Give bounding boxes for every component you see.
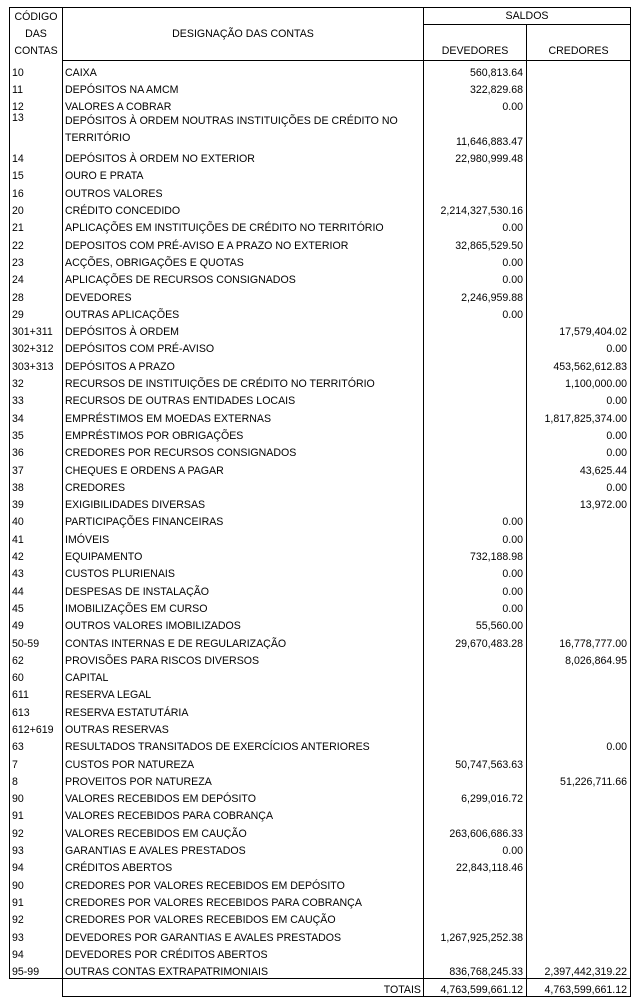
account-designation: VALORES RECEBIDOS PARA COBRANÇA <box>63 805 424 822</box>
account-code: 93 <box>10 926 63 943</box>
credit-balance <box>527 753 631 770</box>
debit-balance <box>424 909 527 926</box>
account-code: 28 <box>10 286 63 303</box>
account-designation: RESERVA ESTATUTÁRIA <box>63 701 424 718</box>
debit-balance <box>424 424 527 441</box>
table-row <box>10 61 631 79</box>
table-row <box>10 476 631 493</box>
table-row <box>10 182 631 199</box>
credit-balance <box>527 822 631 839</box>
debit-balance <box>424 736 527 753</box>
table-row <box>10 632 631 649</box>
account-designation: RESERVA LEGAL <box>63 684 424 701</box>
credit-balance: 17,579,404.02 <box>527 320 631 337</box>
table-row <box>10 113 631 148</box>
table-row <box>10 753 631 770</box>
table-row <box>10 943 631 960</box>
account-designation: DEPÓSITOS À ORDEM NOUTRAS INSTITUIÇÕES DE CRÉDITO NO TERRITÓRIO <box>63 113 424 148</box>
table-row <box>10 805 631 822</box>
account-code: 24 <box>10 269 63 286</box>
account-code: 91 <box>10 805 63 822</box>
debit-balance: 0.00 <box>424 251 527 268</box>
totals-label: TOTAIS <box>63 978 424 996</box>
debit-balance: 0.00 <box>424 217 527 234</box>
credit-balance: 0.00 <box>527 424 631 441</box>
debit-balance: 0.00 <box>424 839 527 856</box>
credit-column-header: CREDORES <box>527 25 631 61</box>
credit-balance: 1,100,000.00 <box>527 372 631 389</box>
credit-balance <box>527 147 631 164</box>
account-designation: APLICAÇÕES EM INSTITUIÇÕES DE CRÉDITO NO TERRITÓRIO <box>63 217 424 234</box>
debit-balance <box>424 666 527 683</box>
debit-balance <box>424 182 527 199</box>
account-designation: DESPESAS DE INSTALAÇÃO <box>63 580 424 597</box>
debit-balance <box>424 943 527 960</box>
account-designation: DEPÓSITOS A PRAZO <box>63 355 424 372</box>
account-designation: DEPÓSITOS COM PRÉ-AVISO <box>63 338 424 355</box>
account-code: 29 <box>10 303 63 320</box>
account-code: 21 <box>10 217 63 234</box>
debit-balance: 11,646,883.47 <box>424 113 527 148</box>
debit-balance: 836,768,245.33 <box>424 960 527 978</box>
debit-balance: 0.00 <box>424 269 527 286</box>
credit-balance <box>527 857 631 874</box>
totals-debit: 4,763,599,661.12 <box>424 978 527 996</box>
account-designation: IMOBILIZAÇÕES EM CURSO <box>63 597 424 614</box>
credit-balance <box>527 78 631 95</box>
table-row <box>10 165 631 182</box>
table-row <box>10 372 631 389</box>
debit-balance <box>424 459 527 476</box>
account-designation: CHEQUES E ORDENS A PAGAR <box>63 459 424 476</box>
credit-balance <box>527 269 631 286</box>
debit-balance <box>424 701 527 718</box>
table-row <box>10 493 631 510</box>
table-row <box>10 269 631 286</box>
table-row <box>10 666 631 683</box>
table-row <box>10 563 631 580</box>
debit-balance: 732,188.98 <box>424 545 527 562</box>
debit-balance: 2,214,327,530.16 <box>424 199 527 216</box>
credit-balance: 16,778,777.00 <box>527 632 631 649</box>
account-code: 10 <box>10 61 63 79</box>
credit-balance <box>527 303 631 320</box>
credit-balance: 0.00 <box>527 476 631 493</box>
table-row <box>10 355 631 372</box>
debit-balance: 22,980,999.48 <box>424 147 527 164</box>
account-code: 92 <box>10 909 63 926</box>
account-designation: OURO E PRATA <box>63 165 424 182</box>
credit-balance: 43,625.44 <box>527 459 631 476</box>
credit-balance <box>527 165 631 182</box>
table-row <box>10 303 631 320</box>
account-code: 11 <box>10 78 63 95</box>
account-designation: VALORES RECEBIDOS EM CAUÇÃO <box>63 822 424 839</box>
account-designation: CUSTOS POR NATUREZA <box>63 753 424 770</box>
debit-balance: 50,747,563.63 <box>424 753 527 770</box>
debit-balance <box>424 165 527 182</box>
credit-balance <box>527 701 631 718</box>
debit-balance: 322,829.68 <box>424 78 527 95</box>
account-code: 33 <box>10 390 63 407</box>
account-code: 60 <box>10 666 63 683</box>
credit-balance: 13,972.00 <box>527 493 631 510</box>
debit-balance: 0.00 <box>424 528 527 545</box>
account-code: 49 <box>10 615 63 632</box>
account-designation: VALORES RECEBIDOS EM DEPÓSITO <box>63 787 424 804</box>
credit-balance: 8,026,864.95 <box>527 649 631 666</box>
debit-balance: 1,267,925,252.38 <box>424 926 527 943</box>
debit-balance <box>424 390 527 407</box>
table-row <box>10 891 631 908</box>
table-row <box>10 459 631 476</box>
credit-balance <box>527 805 631 822</box>
credit-balance <box>527 545 631 562</box>
account-designation: RECURSOS DE INSTITUIÇÕES DE CRÉDITO NO TERRITÓRIO <box>63 372 424 389</box>
credit-balance <box>527 217 631 234</box>
designation-column-header: DESIGNAÇÃO DAS CONTAS <box>63 8 424 61</box>
credit-balance <box>527 199 631 216</box>
credit-balance <box>527 580 631 597</box>
account-designation: EXIGIBILIDADES DIVERSAS <box>63 493 424 510</box>
credit-balance: 0.00 <box>527 442 631 459</box>
account-code: 20 <box>10 199 63 216</box>
credit-balance <box>527 113 631 148</box>
account-designation: DEPOSITOS COM PRÉ-AVISO E A PRAZO NO EXTERIOR <box>63 234 424 251</box>
code-column-header: CÓDIGO DAS CONTAS <box>10 8 63 61</box>
account-code: 13 <box>10 113 63 148</box>
account-code: 612+619 <box>10 718 63 735</box>
account-designation: OUTROS VALORES <box>63 182 424 199</box>
credit-balance <box>527 528 631 545</box>
table-row <box>10 718 631 735</box>
account-code: 94 <box>10 943 63 960</box>
debit-balance: 0.00 <box>424 597 527 614</box>
account-designation: DEVEDORES POR CRÉDITOS ABERTOS <box>63 943 424 960</box>
credit-balance: 0.00 <box>527 338 631 355</box>
account-designation: EMPRÉSTIMOS POR OBRIGAÇÕES <box>63 424 424 441</box>
debit-balance <box>424 372 527 389</box>
debit-balance: 0.00 <box>424 96 527 113</box>
account-code: 63 <box>10 736 63 753</box>
account-code: 92 <box>10 822 63 839</box>
table-row <box>10 857 631 874</box>
credit-balance: 51,226,711.66 <box>527 770 631 787</box>
table-row <box>10 822 631 839</box>
table-row <box>10 251 631 268</box>
credit-balance <box>527 718 631 735</box>
table-row <box>10 770 631 787</box>
debit-balance <box>424 407 527 424</box>
table-row <box>10 874 631 891</box>
saldos-header: SALDOS <box>424 8 631 25</box>
credit-balance: 453,562,612.83 <box>527 355 631 372</box>
account-designation: ACÇÕES, OBRIGAÇÕES E QUOTAS <box>63 251 424 268</box>
debit-balance <box>424 874 527 891</box>
debit-balance <box>424 442 527 459</box>
table-row <box>10 580 631 597</box>
account-designation: OUTRAS RESERVAS <box>63 718 424 735</box>
account-designation: CREDORES <box>63 476 424 493</box>
credit-balance: 0.00 <box>527 736 631 753</box>
account-code: 611 <box>10 684 63 701</box>
table-row <box>10 528 631 545</box>
table-row <box>10 390 631 407</box>
accounts-rows <box>10 61 631 979</box>
account-designation: OUTROS VALORES IMOBILIZADOS <box>63 615 424 632</box>
table-row <box>10 597 631 614</box>
account-code: 45 <box>10 597 63 614</box>
credit-balance <box>527 943 631 960</box>
credit-balance <box>527 615 631 632</box>
accounts-balance-table <box>9 7 631 997</box>
debit-balance <box>424 805 527 822</box>
account-code: 44 <box>10 580 63 597</box>
account-code: 301+311 <box>10 320 63 337</box>
table-row <box>10 442 631 459</box>
balance-sheet-page <box>9 7 634 1005</box>
credit-balance: 2,397,442,319.22 <box>527 960 631 978</box>
credit-balance: 0.00 <box>527 390 631 407</box>
account-designation: PARTICIPAÇÕES FINANCEIRAS <box>63 511 424 528</box>
account-designation: CAPITAL <box>63 666 424 683</box>
account-designation: EQUIPAMENTO <box>63 545 424 562</box>
table-row <box>10 960 631 978</box>
debit-balance <box>424 891 527 908</box>
table-row <box>10 615 631 632</box>
credit-balance <box>527 251 631 268</box>
debit-balance: 0.00 <box>424 563 527 580</box>
debit-balance <box>424 718 527 735</box>
account-code: 32 <box>10 372 63 389</box>
table-row <box>10 787 631 804</box>
debit-balance <box>424 320 527 337</box>
credit-balance <box>527 891 631 908</box>
account-designation: DEVEDORES <box>63 286 424 303</box>
account-code: 90 <box>10 874 63 891</box>
credit-balance <box>527 563 631 580</box>
credit-balance <box>527 61 631 79</box>
account-code: 22 <box>10 234 63 251</box>
account-designation: OUTRAS APLICAÇÕES <box>63 303 424 320</box>
account-code: 38 <box>10 476 63 493</box>
account-designation: CUSTOS PLURIENAIS <box>63 563 424 580</box>
credit-balance <box>527 839 631 856</box>
credit-balance <box>527 182 631 199</box>
account-designation: CREDORES POR RECURSOS CONSIGNADOS <box>63 442 424 459</box>
table-row <box>10 649 631 666</box>
account-designation: CRÉDITO CONCEDIDO <box>63 199 424 216</box>
credit-balance <box>527 511 631 528</box>
credit-balance <box>527 684 631 701</box>
account-designation: APLICAÇÕES DE RECURSOS CONSIGNADOS <box>63 269 424 286</box>
debit-balance <box>424 493 527 510</box>
account-designation: DEPÓSITOS À ORDEM NO EXTERIOR <box>63 147 424 164</box>
debit-balance: 560,813.64 <box>424 61 527 79</box>
table-row <box>10 217 631 234</box>
account-code: 613 <box>10 701 63 718</box>
account-designation: VALORES A COBRAR <box>63 96 424 113</box>
account-code: 8 <box>10 770 63 787</box>
account-designation: RECURSOS DE OUTRAS ENTIDADES LOCAIS <box>63 390 424 407</box>
table-row <box>10 909 631 926</box>
account-designation: DEPÓSITOS NA AMCM <box>63 78 424 95</box>
debit-balance <box>424 476 527 493</box>
debit-balance <box>424 684 527 701</box>
account-designation: PROVISÕES PARA RISCOS DIVERSOS <box>63 649 424 666</box>
account-code: 302+312 <box>10 338 63 355</box>
table-row <box>10 96 631 113</box>
account-code: 39 <box>10 493 63 510</box>
table-row <box>10 926 631 943</box>
account-designation: GARANTIAS E AVALES PRESTADOS <box>63 839 424 856</box>
account-designation: CREDORES POR VALORES RECEBIDOS EM CAUÇÃO <box>63 909 424 926</box>
table-row <box>10 511 631 528</box>
table-row <box>10 545 631 562</box>
table-row <box>10 286 631 303</box>
credit-balance <box>527 234 631 251</box>
account-designation: CRÉDITOS ABERTOS <box>63 857 424 874</box>
debit-balance: 6,299,016.72 <box>424 787 527 804</box>
account-designation: PROVEITOS POR NATUREZA <box>63 770 424 787</box>
debit-balance: 22,843,118.46 <box>424 857 527 874</box>
credit-balance: 1,817,825,374.00 <box>527 407 631 424</box>
account-code: 34 <box>10 407 63 424</box>
account-code: 40 <box>10 511 63 528</box>
account-code: 94 <box>10 857 63 874</box>
debit-column-header: DEVEDORES <box>424 25 527 61</box>
account-code: 37 <box>10 459 63 476</box>
credit-balance <box>527 926 631 943</box>
account-code: 15 <box>10 165 63 182</box>
account-designation: CONTAS INTERNAS E DE REGULARIZAÇÃO <box>63 632 424 649</box>
account-code: 95-99 <box>10 960 63 978</box>
account-code: 303+313 <box>10 355 63 372</box>
credit-balance <box>527 787 631 804</box>
table-row <box>10 701 631 718</box>
debit-balance <box>424 355 527 372</box>
account-designation: IMÓVEIS <box>63 528 424 545</box>
account-code: 36 <box>10 442 63 459</box>
account-code: 41 <box>10 528 63 545</box>
debit-balance <box>424 649 527 666</box>
credit-balance <box>527 597 631 614</box>
table-row <box>10 338 631 355</box>
table-row <box>10 736 631 753</box>
debit-balance: 32,865,529.50 <box>424 234 527 251</box>
table-row <box>10 147 631 164</box>
table-row <box>10 407 631 424</box>
table-row <box>10 424 631 441</box>
account-code: 35 <box>10 424 63 441</box>
account-designation: DEVEDORES POR GARANTIAS E AVALES PRESTADOS <box>63 926 424 943</box>
account-designation: CREDORES POR VALORES RECEBIDOS PARA COBRANÇA <box>63 891 424 908</box>
account-code: 23 <box>10 251 63 268</box>
account-code: 91 <box>10 891 63 908</box>
credit-balance <box>527 666 631 683</box>
table-row <box>10 839 631 856</box>
account-code: 62 <box>10 649 63 666</box>
credit-balance <box>527 96 631 113</box>
debit-balance <box>424 338 527 355</box>
table-row <box>10 78 631 95</box>
account-code: 50-59 <box>10 632 63 649</box>
debit-balance <box>424 770 527 787</box>
account-designation: CREDORES POR VALORES RECEBIDOS EM DEPÓSITO <box>63 874 424 891</box>
account-code: 16 <box>10 182 63 199</box>
table-row <box>10 234 631 251</box>
account-code: 43 <box>10 563 63 580</box>
debit-balance: 263,606,686.33 <box>424 822 527 839</box>
credit-balance <box>527 874 631 891</box>
credit-balance <box>527 286 631 303</box>
totals-credit: 4,763,599,661.12 <box>527 978 631 996</box>
table-row <box>10 684 631 701</box>
table-row <box>10 199 631 216</box>
table-row <box>10 320 631 337</box>
credit-balance <box>527 909 631 926</box>
account-designation: DEPÓSITOS À ORDEM <box>63 320 424 337</box>
account-code: 14 <box>10 147 63 164</box>
account-designation: EMPRÉSTIMOS EM MOEDAS EXTERNAS <box>63 407 424 424</box>
account-code: 12 <box>10 96 63 113</box>
debit-balance: 0.00 <box>424 511 527 528</box>
account-designation: RESULTADOS TRANSITADOS DE EXERCÍCIOS ANTERIORES <box>63 736 424 753</box>
account-designation: OUTRAS CONTAS EXTRAPATRIMONIAIS <box>63 960 424 978</box>
account-code: 93 <box>10 839 63 856</box>
debit-balance: 2,246,959.88 <box>424 286 527 303</box>
account-designation: CAIXA <box>63 61 424 79</box>
debit-balance: 55,560.00 <box>424 615 527 632</box>
account-code: 7 <box>10 753 63 770</box>
debit-balance: 0.00 <box>424 303 527 320</box>
debit-balance: 0.00 <box>424 580 527 597</box>
totals-spacer <box>10 978 63 996</box>
account-code: 42 <box>10 545 63 562</box>
debit-balance: 29,670,483.28 <box>424 632 527 649</box>
account-code: 90 <box>10 787 63 804</box>
